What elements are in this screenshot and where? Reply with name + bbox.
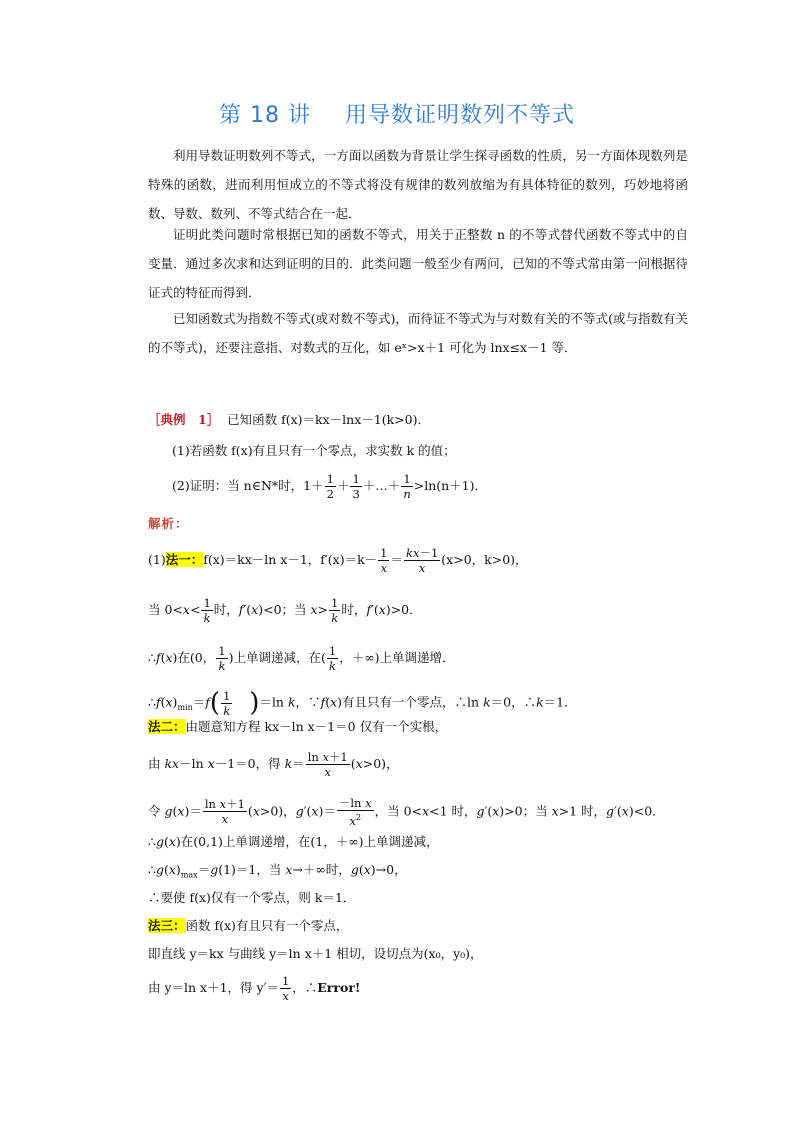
solution-line-6: 由 kx－ln x－1＝0，得 k＝ $\frac{\text{ln x＋1}}{x}$ (x>0)，: [148, 750, 399, 779]
question-2: (2)证明：当 n∈N*时，1＋ $\frac{1}{2}$ ＋ $\frac{1}{3}$ ＋…＋ $\frac{1}{n}$ >ln(n＋1)．: [172, 472, 488, 501]
intro-paragraph-3: 已知函数式为指数不等式(或对数不等式)，而待证不等式为与对数有关的不等式(或与指数有关的不等式)，还要注意指、对数式的互化，如 eˣ>x＋1 可化为 lnx≤x－1 等．: [148, 311, 688, 355]
solution-line-3: ∴f(x)在(0， $\frac{1}{k}$ )上单调递减，在( $\frac{1}{k}$ ，＋∞)上单调递增．: [148, 644, 455, 673]
solution-line-8: ∴g(x)在(0,1)上单调递增，在(1，＋∞)上单调递减，: [148, 834, 439, 849]
solution-line-4: $\therefore f(x)_{min}=f$( $\frac{1}{k}$ )＝ln k，∵f(x)有且只有一个零点，∴ln k＝0，∴k＝1．: [148, 688, 577, 718]
solution-line-13: 由 y＝ln x＋1，得 y′＝ $\frac{1}{x}$ ，∴Error!: [148, 974, 361, 1003]
page-title: [0, 98, 794, 129]
lecture-number: 第 18 讲: [219, 103, 311, 128]
solution-line-10: ∴要使 f(x)仅有一个零点，则 k＝1．: [148, 890, 356, 905]
example-stem: ［典例 1］ 已知函数 f(x)＝kx－lnx－1(k>0)．: [148, 412, 430, 427]
solution-line-9: $\therefore g(x)_{max}=g(1)=1$，当 x→＋∞时，g(x)→0，: [148, 862, 407, 880]
method-3-label: 法三：: [148, 918, 186, 933]
intro-paragraph-1: 利用导数证明数列不等式，一方面以函数为背景让学生探寻函数的性质，另一方面体现数列是特殊的函数，进而利用恒成立的不等式将没有规律的数列放缩为有具体特征的数列，巧妙地将函数、导数、数列、不等式结合在一起．: [148, 148, 688, 221]
lecture-topic: 用导数证明数列不等式: [344, 103, 575, 128]
method-1-label: 法一：: [165, 552, 204, 567]
error-text: Error!: [317, 980, 361, 995]
question-1: (1)若函数 f(x)有且只有一个零点，求实数 k 的值；: [172, 443, 456, 458]
solution-line-1: (1)法一：f(x)＝kx－ln x－1，f′(x)＝k－ $\frac{1}{x}$ ＝ $\frac{kx-1}{x}$ (x>0，k>0)，: [148, 546, 528, 575]
solution-line-2: 当 0<x< $\frac{1}{k}$ 时，f′(x)<0；当 x> $\frac{1}{k}$ 时，f′(x)>0．: [148, 596, 422, 625]
solution-line-5: 法二：由题意知方程 kx－ln x－1＝0 仅有一个实根，: [148, 719, 448, 734]
solution-label: 解析：: [148, 516, 189, 531]
intro-paragraph-2: 证明此类问题时常根据已知的函数不等式，用关于正整数 n 的不等式替代函数不等式中的自变量．通过多次求和达到证明的目的．此类问题一般至少有两问，已知的不等式常由第一问根据待证式的特征而得到．: [148, 227, 688, 300]
solution-line-7: 令 g(x)＝ $\frac{\text{ln x＋1}}{x}$ (x>0)，g′(x)＝ $\frac{\text{－ln x}}{x^2}$ ，当 0<x<1 时，g′(x)>0；当 x>1 时，g′(x)<0．: [148, 796, 665, 828]
method-2-label: 法二：: [148, 719, 186, 734]
solution-line-12: 即直线 y＝kx 与曲线 y＝ln x＋1 相切，设切点为(x₀，y₀)，: [148, 946, 483, 961]
solution-line-11: 法三：函数 f(x)有且只有一个零点，: [148, 918, 349, 933]
